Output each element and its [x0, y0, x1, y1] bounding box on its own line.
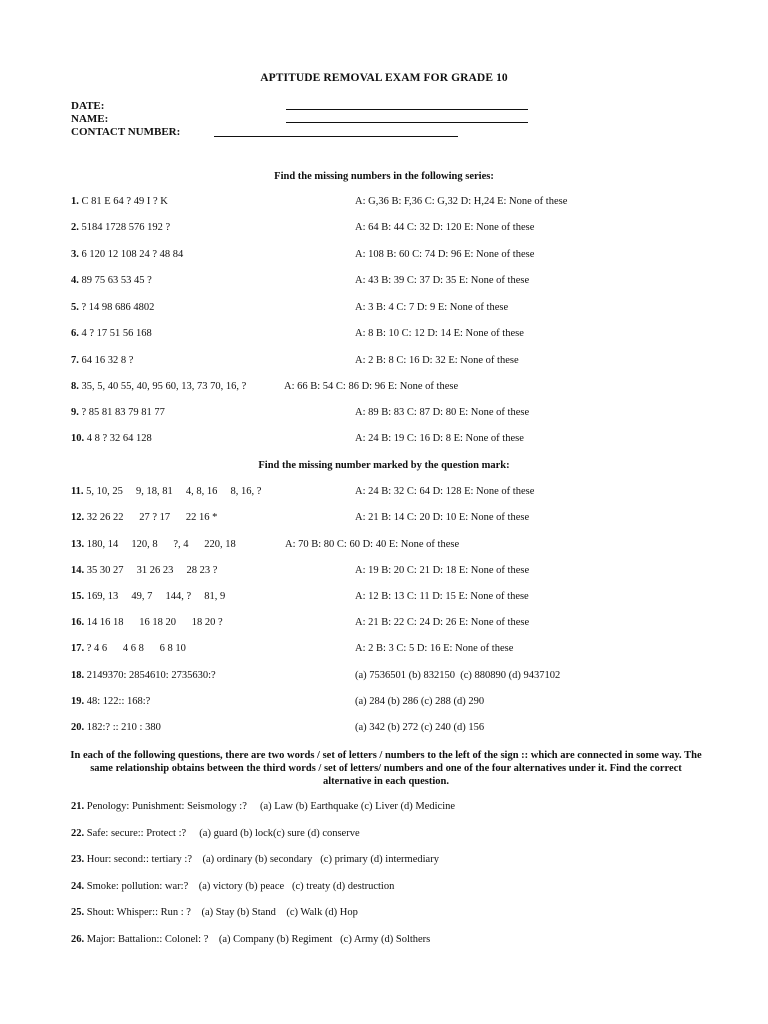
question-text: 64 16 32 8 ?: [78, 355, 134, 366]
question-number: 25.: [71, 907, 85, 918]
answer-options-11: A: 24 B: 32 C: 64 D: 128 E: None of these: [355, 486, 535, 497]
answer-options-20: (a) 342 (b) 272 (c) 240 (d) 156: [355, 722, 485, 733]
question-number: 16.: [71, 617, 85, 628]
question-18: [71, 670, 216, 681]
question-text: Shout: Whisper:: Run : ? (a) Stay (b) Stand (c) Walk (d) Hop: [84, 907, 358, 918]
question-number: 21.: [71, 801, 85, 812]
question-25: [71, 907, 358, 918]
contact-number-label: CONTACT NUMBER:: [71, 126, 181, 138]
question-text: Safe: secure:: Protect :? (a) guard (b) lock(c) sure (d) conserve: [84, 828, 360, 839]
question-9: [71, 407, 165, 418]
question-text: C 81 E 64 ? 49 I ? K: [78, 196, 168, 207]
question-number: 20.: [71, 722, 85, 733]
section2-heading: Find the missing number marked by the question mark:: [258, 460, 510, 471]
question-19: [71, 696, 150, 707]
page-title: APTITUDE REMOVAL EXAM FOR GRADE 10: [260, 72, 508, 84]
question-number: 6.: [71, 328, 79, 339]
answer-options-15: A: 12 B: 13 C: 11 D: 15 E: None of these: [355, 591, 529, 602]
date-label: DATE:: [71, 100, 105, 112]
question-4: [71, 275, 152, 286]
question-text: 32 26 22 27 ? 17 22 16 *: [84, 512, 218, 523]
answer-options-19: (a) 284 (b) 286 (c) 288 (d) 290: [355, 696, 485, 707]
answer-options-13: A: 70 B: 80 C: 60 D: 40 E: None of these: [285, 539, 460, 550]
answer-options-10: A: 24 B: 19 C: 16 D: 8 E: None of these: [355, 433, 524, 444]
answer-options-9: A: 89 B: 83 C: 87 D: 80 E: None of these: [355, 407, 530, 418]
question-text: Hour: second:: tertiary :? (a) ordinary (b) secondary (c) primary (d) intermediary: [84, 854, 439, 865]
question-13: [71, 539, 236, 550]
question-6: [71, 328, 152, 339]
question-number: 18.: [71, 670, 85, 681]
question-text: ? 14 98 686 4802: [78, 302, 155, 313]
question-text: Penology: Punishment: Seismology :? (a) Law (b) Earthquake (c) Liver (d) Medicine: [84, 801, 456, 812]
answer-options-5: A: 3 B: 4 C: 7 D: 9 E: None of these: [355, 302, 509, 313]
question-text: 35 30 27 31 26 23 28 23 ?: [84, 565, 218, 576]
question-number: 8.: [71, 381, 79, 392]
date-line: [286, 109, 528, 110]
question-text: 4 ? 17 51 56 168: [78, 328, 152, 339]
section1-heading: Find the missing numbers in the following series:: [274, 171, 494, 182]
question-number: 17.: [71, 643, 85, 654]
question-26: [71, 934, 430, 945]
question-number: 24.: [71, 881, 85, 892]
answer-options-4: A: 43 B: 39 C: 37 D: 35 E: None of these: [355, 275, 530, 286]
answer-options-6: A: 8 B: 10 C: 12 D: 14 E: None of these: [355, 328, 524, 339]
question-7: [71, 355, 133, 366]
question-10: [71, 433, 152, 444]
question-5: [71, 302, 154, 313]
answer-options-18: (a) 7536501 (b) 832150 (c) 880890 (d) 9437102: [355, 670, 561, 681]
question-text: 48: 122:: 168:?: [84, 696, 151, 707]
name-label: NAME:: [71, 113, 109, 125]
question-23: [71, 854, 439, 865]
answer-options-8: A: 66 B: 54 C: 86 D: 96 E: None of these: [284, 381, 459, 392]
question-17: [71, 643, 186, 654]
answer-options-17: A: 2 B: 3 C: 5 D: 16 E: None of these: [355, 643, 514, 654]
question-text: 180, 14 120, 8 ?, 4 220, 18: [84, 539, 236, 550]
answer-options-1: A: G,36 B: F,36 C: G,32 D: H,24 E: None of these: [355, 196, 568, 207]
question-text: 4 8 ? 32 64 128: [84, 433, 152, 444]
question-number: 4.: [71, 275, 79, 286]
question-number: 12.: [71, 512, 85, 523]
question-text: 89 75 63 53 45 ?: [78, 275, 152, 286]
question-15: [71, 591, 225, 602]
question-text: Major: Battalion:: Colonel: ? (a) Company (b) Regiment (c) Army (d) Solthers: [84, 934, 431, 945]
question-text: Smoke: pollution: war:? (a) victory (b) peace (c) treaty (d) destruction: [84, 881, 395, 892]
question-16: [71, 617, 223, 628]
question-number: 13.: [71, 539, 85, 550]
question-text: ? 4 6 4 6 8 6 8 10: [84, 643, 186, 654]
question-number: 2.: [71, 222, 79, 233]
question-number: 26.: [71, 934, 85, 945]
question-number: 3.: [71, 249, 79, 260]
contact-number-line: [214, 136, 458, 137]
question-3: [71, 249, 183, 260]
question-20: [71, 722, 161, 733]
question-number: 22.: [71, 828, 85, 839]
question-number: 23.: [71, 854, 85, 865]
question-number: 9.: [71, 407, 79, 418]
question-text: 35, 5, 40 55, 40, 95 60, 13, 73 70, 16, ?: [78, 381, 247, 392]
question-number: 15.: [71, 591, 85, 602]
question-number: 19.: [71, 696, 85, 707]
question-text: 2149370: 2854610: 2735630:?: [84, 670, 216, 681]
question-21: [71, 801, 455, 812]
answer-options-12: A: 21 B: 14 C: 20 D: 10 E: None of these: [355, 512, 530, 523]
question-1: [71, 196, 168, 207]
question-text: ? 85 81 83 79 81 77: [78, 407, 165, 418]
answer-options-16: A: 21 B: 22 C: 24 D: 26 E: None of these: [355, 617, 530, 628]
question-8: [71, 381, 246, 392]
question-11: [71, 486, 261, 497]
question-number: 5.: [71, 302, 79, 313]
section3-instructions: In each of the following questions, there are two words / set of letters / numbers to the left of the sign :: which are connected in some way. The same relationship obtains between the third words / set of letters/ numbers and one of the four alternatives under it. Find the correct alternative in each question.: [70, 750, 702, 787]
question-number: 7.: [71, 355, 79, 366]
question-number: 11.: [71, 486, 84, 497]
question-2: [71, 222, 170, 233]
answer-options-2: A: 64 B: 44 C: 32 D: 120 E: None of these: [355, 222, 535, 233]
question-14: [71, 565, 217, 576]
question-22: [71, 828, 360, 839]
question-number: 14.: [71, 565, 85, 576]
question-text: 169, 13 49, 7 144, ? 81, 9: [84, 591, 226, 602]
question-number: 1.: [71, 196, 79, 207]
question-12: [71, 512, 217, 523]
question-text: 5, 10, 25 9, 18, 81 4, 8, 16 8, 16, ?: [83, 486, 262, 497]
question-text: 182:? :: 210 : 380: [84, 722, 161, 733]
name-line: [286, 122, 528, 123]
question-24: [71, 881, 394, 892]
question-text: 6 120 12 108 24 ? 48 84: [78, 249, 184, 260]
answer-options-7: A: 2 B: 8 C: 16 D: 32 E: None of these: [355, 355, 519, 366]
question-number: 10.: [71, 433, 85, 444]
question-text: 14 16 18 16 18 20 18 20 ?: [84, 617, 223, 628]
answer-options-14: A: 19 B: 20 C: 21 D: 18 E: None of these: [355, 565, 530, 576]
question-text: 5184 1728 576 192 ?: [78, 222, 171, 233]
answer-options-3: A: 108 B: 60 C: 74 D: 96 E: None of these: [355, 249, 535, 260]
